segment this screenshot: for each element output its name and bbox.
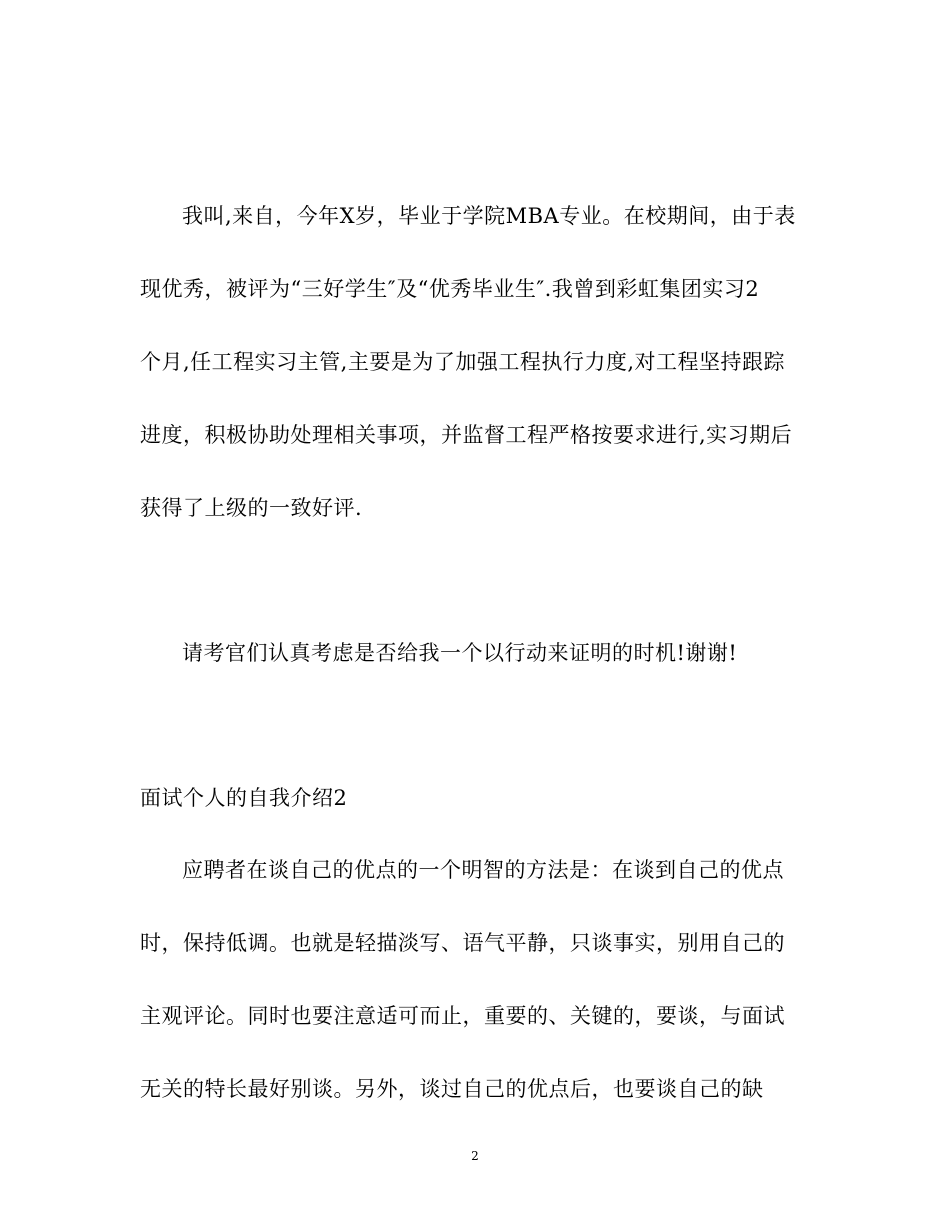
paragraph-1-line-3: 个月,任工程实习主管,主要是为了加强工程执行力度,对工程坚持跟踪 — [140, 350, 786, 374]
page-number: 2 — [471, 1149, 479, 1163]
paragraph-1-line-5: 获得了上级的一致好评. — [140, 496, 363, 520]
paragraph-3-line-1: 应聘者在谈自己的优点的一个明智的方法是：在谈到自己的优点 — [182, 858, 784, 882]
paragraph-1-line-4: 进度，积极协助处理相关事项，并监督工程严格按要求进行,实习期后 — [140, 423, 793, 447]
paragraph-2-line-1: 请考官们认真考虑是否给我一个以行动来证明的时机!谢谢! — [182, 641, 738, 665]
paragraph-1-line-1: 我叫,来自，今年X岁，毕业于学院MBA专业。在校期间，由于表 — [182, 204, 796, 228]
paragraph-3-line-2: 时，保持低调。也就是轻描淡写、语气平静，只谈事实，别用自己的 — [140, 931, 785, 955]
paragraph-3-line-4: 无关的特长最好别谈。另外，谈过自己的优点后，也要谈自己的缺 — [140, 1077, 764, 1101]
section-heading: 面试个人的自我介绍2 — [140, 786, 348, 810]
paragraph-1-line-2: 现优秀，被评为“三好学生″及“优秀毕业生″.我曾到彩虹集团实习2 — [140, 277, 760, 301]
paragraph-3-line-3: 主观评论。同时也要注意适可而止，重要的、关键的，要谈，与面试 — [140, 1004, 785, 1028]
